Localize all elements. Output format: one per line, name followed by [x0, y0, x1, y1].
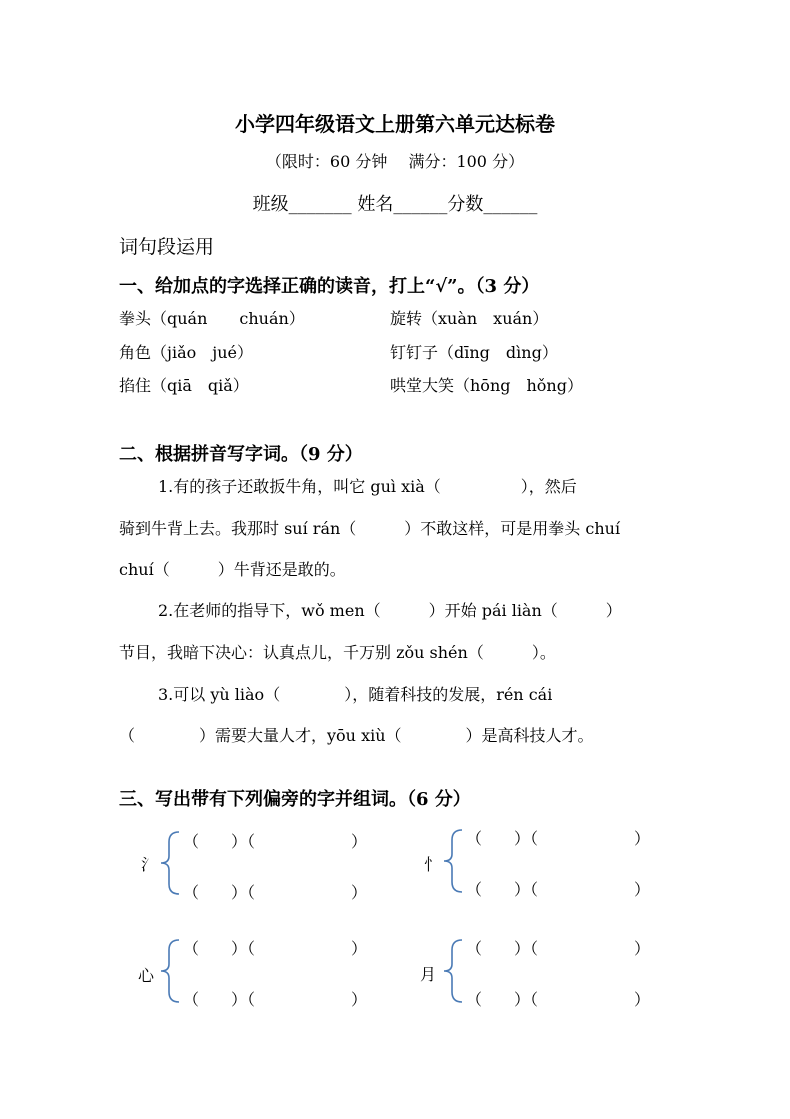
page-title: 小学四年级语文上册第六单元达标卷 [235, 112, 555, 136]
radical-label: 心 [138, 966, 155, 985]
blank-row[interactable]: （ ）（ ） [183, 832, 368, 851]
q2-line: 3.可以 yù liào（ ），随着科技的发展，rén cái [158, 685, 553, 704]
radical-label: 月 [420, 965, 437, 984]
q1-item: 钉钉子（dīng dìng） [390, 343, 558, 362]
section-label: 词句段运用 [119, 236, 215, 258]
brace-icon [438, 826, 466, 896]
q2-line: （ ）需要大量人才，yōu xiù（ ）是高科技人才。 [119, 726, 594, 745]
q1-item: 拳头（quán chuán） [119, 309, 305, 328]
radical-label: 忄 [424, 855, 441, 874]
student-info-line: 班级_______ 姓名______分数______ [252, 194, 538, 215]
brace-icon [155, 828, 183, 898]
radical-label: 氵 [141, 855, 158, 874]
blank-row[interactable]: （ ）（ ） [466, 829, 651, 848]
brace-icon [438, 936, 466, 1006]
q2-heading: 二、根据拼音写字词。（9 分） [119, 444, 363, 465]
q2-line: 骑到牛背上去。我那时 suí rán（ ）不敢这样，可是用拳头 chuí [119, 519, 621, 538]
q1-item: 哄堂大笑（hōng hǒng） [390, 376, 583, 395]
blank-row[interactable]: （ ）（ ） [183, 990, 368, 1009]
blank-row[interactable]: （ ）（ ） [466, 990, 651, 1009]
blank-row[interactable]: （ ）（ ） [183, 883, 368, 902]
q1-item: 角色（jiǎo jué） [119, 343, 253, 362]
q1-item: 旋转（xuàn xuán） [390, 309, 549, 328]
q2-line: 节目，我暗下决心：认真点儿，千万别 zǒu shén（ ）。 [119, 643, 556, 662]
q1-item: 掐住（qiā qiǎ） [119, 376, 249, 395]
q3-heading: 三、写出带有下列偏旁的字并组词。（6 分） [119, 789, 471, 810]
exam-limits: （限时：60 分钟 满分：100 分） [265, 152, 525, 171]
blank-row[interactable]: （ ）（ ） [466, 880, 651, 899]
blank-row[interactable]: （ ）（ ） [466, 939, 651, 958]
q2-line: 1.有的孩子还敢扳牛角，叫它 guì xià（ ），然后 [158, 477, 577, 496]
brace-icon [155, 936, 183, 1006]
blank-row[interactable]: （ ）（ ） [183, 939, 368, 958]
q1-heading: 一、给加点的字选择正确的读音，打上“√”。（3 分） [119, 276, 540, 297]
q2-line: chuí（ ）牛背还是敢的。 [119, 560, 346, 579]
q2-line: 2.在老师的指导下，wǒ men（ ）开始 pái liàn（ ） [158, 601, 622, 620]
